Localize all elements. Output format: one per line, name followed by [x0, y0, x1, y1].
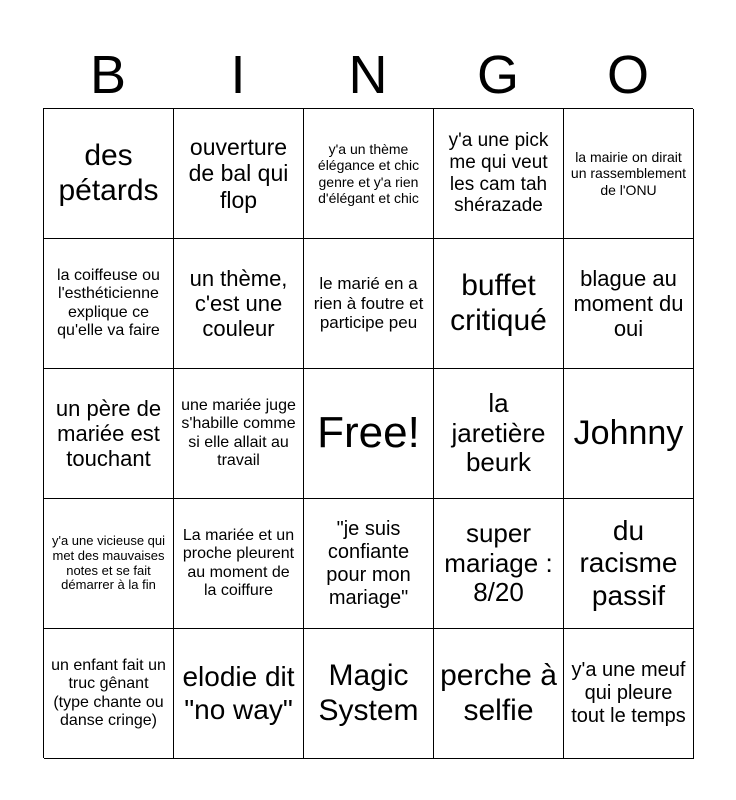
- bingo-cell[interactable]: [434, 499, 564, 629]
- bingo-cell-text: La mariée et un proche pleurent au moment de la coiffure: [182, 526, 295, 599]
- bingo-cell-text: la mairie on dirait un rassemblement de l'ONU: [570, 149, 687, 198]
- bingo-cell-text: un enfant fait un truc gênant (type chante ou danse cringe): [51, 656, 166, 729]
- header-letter-b: B: [89, 45, 127, 105]
- bingo-cell-text: du racisme passif: [579, 515, 678, 611]
- bingo-cell-text: perche à selfie: [440, 659, 557, 727]
- bingo-cell-text: un thème, c'est une couleur: [189, 265, 288, 342]
- bingo-cell[interactable]: [44, 239, 174, 369]
- bingo-cell[interactable]: [174, 369, 304, 499]
- bingo-cell[interactable]: [434, 629, 564, 759]
- bingo-cell-text: y'a une meuf qui pleure tout le temps: [571, 659, 686, 727]
- bingo-cell-text: buffet critiqué: [450, 269, 547, 337]
- bingo-cell[interactable]: [304, 109, 434, 239]
- bingo-cell-text: Magic System: [318, 659, 419, 727]
- bingo-cell[interactable]: [564, 109, 694, 239]
- bingo-cell-text: y'a un thème élégance et chic genre et y'a rien d'élégant et chic: [317, 141, 420, 206]
- bingo-cell[interactable]: [44, 629, 174, 759]
- bingo-cell[interactable]: [174, 239, 304, 369]
- bingo-cell-text: y'a une vicieuse qui met des mauvaises notes et se fait démarrer à la fin: [51, 532, 166, 593]
- bingo-cell[interactable]: [564, 499, 694, 629]
- bingo-cell[interactable]: [564, 369, 694, 499]
- bingo-cell-text: des pétards: [58, 139, 159, 207]
- bingo-cell[interactable]: [44, 109, 174, 239]
- bingo-board: [43, 108, 693, 758]
- bingo-cell[interactable]: [564, 629, 694, 759]
- header-letter-g: G: [476, 45, 519, 105]
- bingo-cell[interactable]: [44, 499, 174, 629]
- bingo-cell[interactable]: [174, 629, 304, 759]
- free-space-cell[interactable]: [304, 369, 434, 499]
- bingo-cell-text: un père de mariée est touchant: [55, 395, 162, 472]
- bingo-cell[interactable]: [174, 109, 304, 239]
- bingo-cell[interactable]: [434, 109, 564, 239]
- bingo-cell[interactable]: [434, 239, 564, 369]
- bingo-cell-text: la coiffeuse ou l'esthéticienne explique ce qu'elle va faire: [57, 266, 160, 339]
- bingo-cell-text: ouverture de bal qui flop: [188, 133, 289, 213]
- bingo-cell-text: Free!: [317, 408, 420, 458]
- bingo-cell-text: elodie dit "no way": [182, 661, 295, 725]
- bingo-cell[interactable]: [564, 239, 694, 369]
- bingo-cell-text: la jaretière beurk: [451, 387, 546, 478]
- bingo-header: [43, 42, 693, 108]
- bingo-cell-text: super mariage : 8/20: [444, 517, 553, 608]
- bingo-cell[interactable]: [434, 369, 564, 499]
- header-letter-i: I: [230, 45, 246, 105]
- bingo-cell-text: y'a une pick me qui veut les cam tah shérazade: [448, 129, 549, 217]
- bingo-cell-text: le marié en a rien à foutre et participe peu: [313, 274, 424, 333]
- bingo-cell[interactable]: [44, 369, 174, 499]
- bingo-cell[interactable]: [304, 629, 434, 759]
- bingo-cell-text: Johnny: [573, 413, 684, 452]
- bingo-cell-text: une mariée juge s'habille comme si elle allait au travail: [181, 396, 296, 469]
- bingo-cell-text: blague au moment du oui: [573, 265, 684, 342]
- header-letter-o: O: [606, 45, 649, 105]
- bingo-cell-text: "je suis confiante pour mon mariage": [326, 517, 411, 609]
- bingo-cell[interactable]: [304, 499, 434, 629]
- header-letter-n: N: [348, 45, 388, 105]
- bingo-cell[interactable]: [304, 239, 434, 369]
- bingo-cell[interactable]: [174, 499, 304, 629]
